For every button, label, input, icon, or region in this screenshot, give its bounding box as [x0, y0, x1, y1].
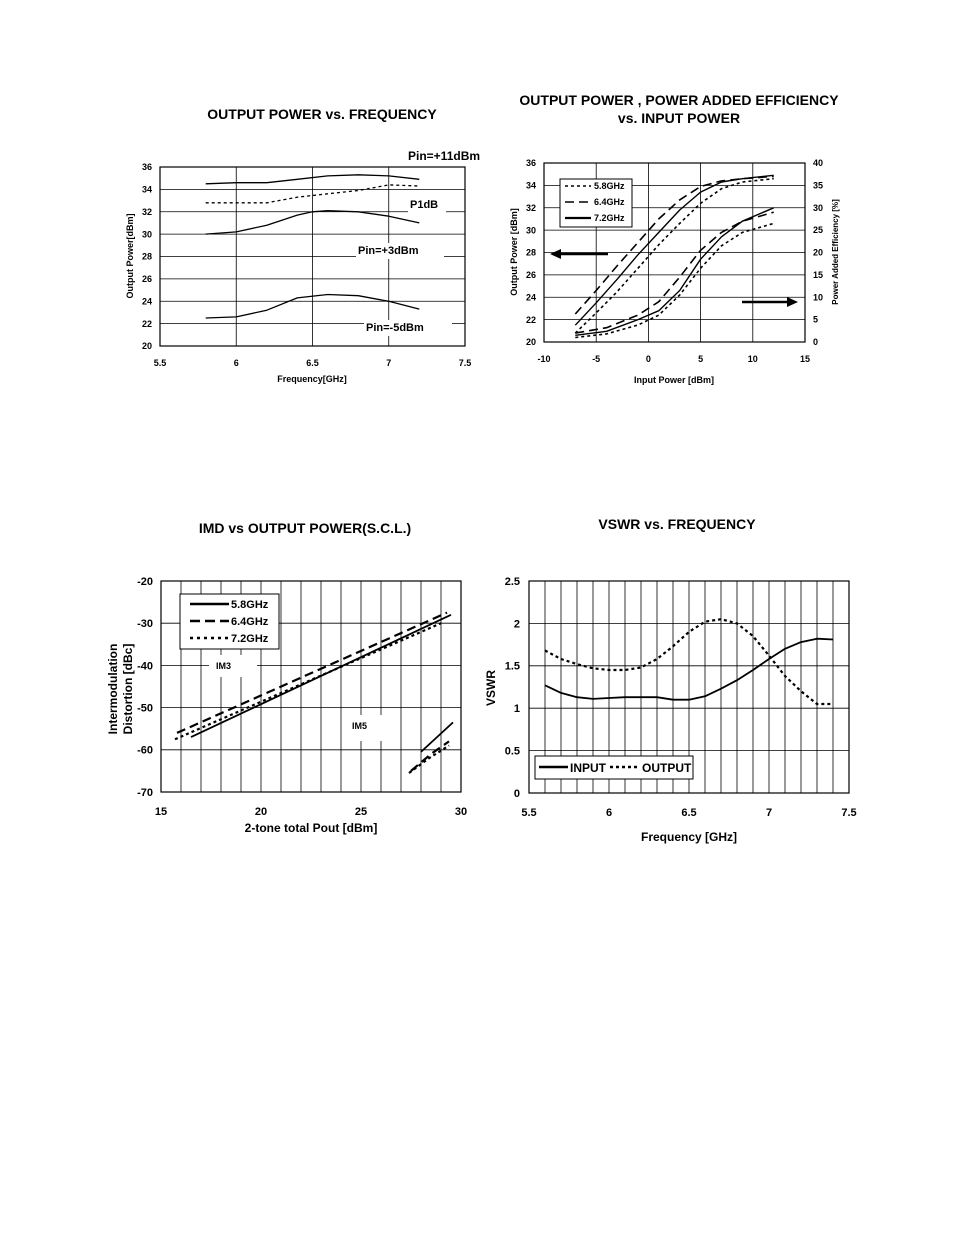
- x-axis-label: Frequency[GHz]: [277, 374, 347, 384]
- y-tick-label: 26: [141, 274, 152, 285]
- legend-label: 6.4GHz: [231, 616, 269, 628]
- chart1-title: OUTPUT POWER vs. FREQUENCY: [207, 106, 437, 122]
- x-tick-label: 20: [254, 806, 268, 818]
- y-tick-label: 2.5: [504, 575, 520, 588]
- y-tick-label: -20: [137, 575, 153, 588]
- y2-tick-label: 30: [813, 202, 824, 213]
- x-tick-label: -5: [592, 354, 601, 364]
- y-tick-label: -70: [137, 786, 153, 799]
- x-tick-label: 5.5: [521, 807, 537, 819]
- y-tick-label: -30: [137, 618, 153, 631]
- x-tick-label: 15: [154, 806, 168, 818]
- annotation-label: P1dB: [410, 199, 439, 211]
- legend-label: 5.8GHz: [594, 181, 625, 191]
- y-tick-label: 20: [141, 341, 152, 352]
- y-tick-label: 1.5: [504, 660, 520, 673]
- y-axis-label-line2: Distortion [dBc]: [121, 643, 135, 735]
- y-tick-label: 22: [525, 314, 536, 325]
- x-tick-label: 6: [605, 807, 613, 819]
- y-tick-label: 0: [513, 787, 520, 800]
- y-tick-label: 30: [525, 225, 536, 236]
- chart2-title-line2: vs. INPUT POWER: [617, 110, 741, 126]
- x-tick-label: 30: [454, 806, 468, 818]
- x-tick-label: 6.5: [681, 807, 697, 819]
- y2-axis-label: Power Added Efficiency [%]: [831, 199, 840, 305]
- legend-label: OUTPUT: [642, 761, 692, 775]
- y-tick-label: 2: [513, 618, 520, 631]
- y2-tick-label: 35: [813, 180, 824, 191]
- y-tick-label: -60: [137, 744, 153, 757]
- x-tick-label: 15: [799, 354, 811, 364]
- y2-tick-label: 40: [813, 158, 824, 168]
- y-tick-label: -50: [137, 702, 153, 715]
- x-tick-label: 0: [645, 354, 651, 364]
- x-axis-label: Frequency [GHz]: [640, 830, 738, 844]
- x-tick-label: -10: [537, 354, 551, 364]
- x-tick-label: 7: [386, 358, 392, 368]
- y2-tick-label: 5: [813, 314, 819, 325]
- x-tick-label: 6: [233, 358, 239, 368]
- x-tick-label: 5: [698, 354, 704, 364]
- legend-label: 6.4GHz: [594, 197, 625, 207]
- x-axis-label: Input Power [dBm]: [634, 375, 714, 385]
- legend-label: 7.2GHz: [594, 213, 625, 223]
- y-tick-label: 32: [141, 206, 152, 217]
- y-axis-label: Output Power[dBm]: [125, 213, 135, 299]
- legend-label: 7.2GHz: [231, 633, 269, 645]
- y-tick-label: 36: [525, 158, 536, 169]
- y-tick-label: -40: [137, 660, 153, 673]
- y2-tick-label: 10: [813, 292, 824, 303]
- y2-tick-label: 25: [813, 225, 824, 236]
- annotation-label: IM5: [352, 721, 368, 731]
- x-tick-label: 25: [354, 806, 368, 818]
- chart4-title: VSWR vs. FREQUENCY: [598, 516, 756, 532]
- y-tick-label: 32: [525, 202, 536, 213]
- y-tick-label: 28: [525, 247, 536, 258]
- y-tick-label: 24: [141, 296, 152, 307]
- y-tick-label: 0.5: [504, 745, 520, 758]
- y2-tick-label: 15: [813, 269, 824, 280]
- y-tick-label: 20: [525, 337, 536, 348]
- legend-label: 5.8GHz: [231, 599, 269, 611]
- x-axis-label: 2-tone total Pout [dBm]: [244, 821, 378, 835]
- annotation-label: IM3: [216, 661, 232, 671]
- y-axis-label-line1: Intermodulation: [106, 643, 120, 735]
- y-axis-label: Output Power [dBm]: [509, 208, 519, 296]
- x-tick-label: 10: [747, 354, 758, 364]
- legend-label: INPUT: [570, 761, 606, 775]
- y2-tick-label: 20: [813, 247, 824, 258]
- y-tick-label: 1: [513, 703, 520, 716]
- y2-tick-label: 0: [813, 337, 819, 347]
- x-tick-label: 7.5: [458, 358, 472, 368]
- x-tick-label: 7: [765, 807, 773, 819]
- chart3-title: IMD vs OUTPUT POWER(S.C.L.): [198, 520, 412, 536]
- annotation-label: Pin=-5dBm: [366, 322, 424, 334]
- annotation-label: Pin=+11dBm: [408, 149, 481, 163]
- y-tick-label: 24: [525, 292, 536, 303]
- y-tick-label: 26: [525, 270, 536, 281]
- x-tick-label: 7.5: [841, 807, 857, 819]
- y-axis-label: VSWR: [484, 670, 498, 706]
- y-tick-label: 28: [141, 251, 152, 262]
- x-tick-label: 6.5: [306, 358, 319, 368]
- y-tick-label: 30: [141, 229, 152, 240]
- x-tick-label: 5.5: [153, 358, 167, 368]
- y-tick-label: 34: [525, 180, 536, 191]
- chart2-title-line1: OUTPUT POWER , POWER ADDED EFFICIENCY: [519, 92, 839, 108]
- y-tick-label: 36: [141, 162, 152, 173]
- y-tick-label: 34: [141, 184, 152, 195]
- annotation-label: Pin=+3dBm: [358, 245, 419, 257]
- y-tick-label: 22: [141, 318, 152, 329]
